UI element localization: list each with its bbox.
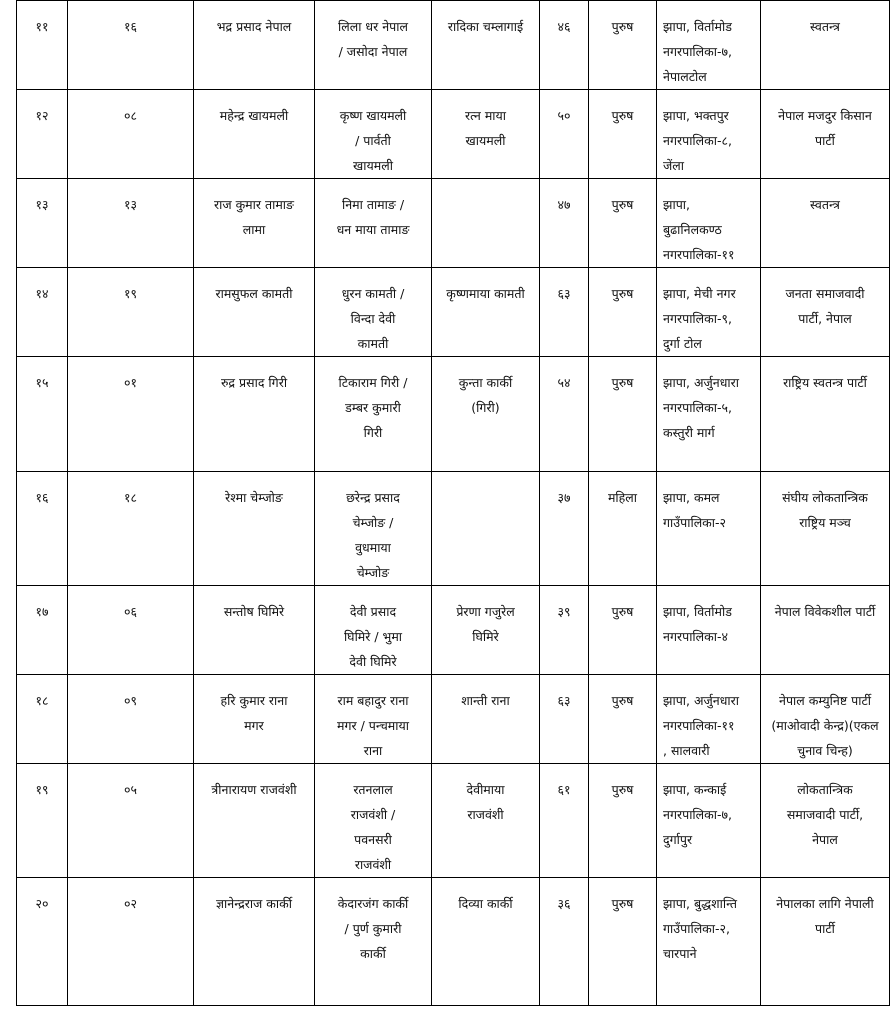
party-cell [761,764,890,878]
cell-line: राजवंशी / [350,807,396,822]
cell-line: राम बहादुर राना [337,693,409,708]
party-cell [761,90,890,179]
party-cell [761,472,890,586]
age-cell: ४७ [540,179,589,268]
party-cell [761,357,890,472]
address-cell [657,179,761,268]
serial-number-cell: २० [17,878,68,1006]
candidate-name-cell [194,357,315,472]
serial-number-cell: १४ [17,268,68,357]
parents-name-cell [315,764,432,878]
serial-number-cell: १५ [17,357,68,472]
cell-line: पार्टी, नेपाल [798,311,852,326]
cell-line: जेंला [663,158,684,173]
spouse-name-cell [432,268,540,357]
cell-line: बुढानिलकण्ठ [663,222,722,237]
cell-line: नगरपालिका-४ [663,629,728,644]
cell-line: झापा, विर्तामोड [663,604,732,619]
cell-line: राष्ट्रिय मञ्च [799,515,851,530]
cell-line: राना [363,743,383,758]
cell-line: चेम्जोङ [356,565,390,580]
age-cell: ४६ [540,1,589,90]
cell-line: वुधमाया [355,540,391,555]
address-cell [657,586,761,675]
cell-line: / जसोदा नेपाल [338,44,408,59]
gender-cell: पुरुष [589,675,657,764]
candidate-code-cell: १९ [68,268,194,357]
cell-line: खायमली [465,133,506,148]
age-cell: ५४ [540,357,589,472]
cell-line: पार्टी [815,921,835,936]
cell-line: प्रेरणा गजुरेल [456,604,515,619]
cell-line: विन्दा देवी [350,311,396,326]
gender-cell: पुरुष [589,268,657,357]
cell-line: संघीय लोकतान्त्रिक [782,490,868,505]
cell-line: देवी प्रसाद [349,604,397,619]
cell-line: लिला धर नेपाल [338,19,408,34]
cell-line: टिकाराम गिरी / [338,375,408,390]
cell-line: जनता समाजवादी [785,286,865,301]
table-row [17,675,890,764]
cell-line: झापा, [663,197,690,212]
cell-line: रत्न माया [464,108,507,123]
cell-line: कार्की [360,946,386,961]
candidate-code-cell: ०५ [68,764,194,878]
cell-line: निमा तामाङ / [341,197,405,212]
cell-line: कामती [357,336,389,351]
cell-line: स्वतन्त्र [810,197,840,212]
cell-line: राज कुमार तामाङ [213,197,295,212]
spouse-name-cell [432,586,540,675]
table-row [17,179,890,268]
cell-line: छरेन्द्र प्रसाद [346,490,400,505]
candidate-code-cell: १३ [68,179,194,268]
parents-name-cell [315,1,432,90]
cell-line: चुनाव चिन्ह) [797,743,853,758]
candidate-name-cell [194,472,315,586]
parents-name-cell [315,90,432,179]
candidate-code-cell: ०६ [68,586,194,675]
cell-line: केदारजंग कार्की [337,896,409,911]
cell-line: चेम्जोङ / [352,515,394,530]
cell-line: नगरपालिका-११ [663,718,735,733]
cell-line: / पार्वती [355,133,391,148]
cell-line: / पुर्ण कुमारी [344,921,402,936]
cell-line: घिमिरे / भुमा [343,629,403,644]
cell-line: नगरपालिका-९, [663,311,732,326]
cell-line: लोकतान्त्रिक [797,782,853,797]
candidate-name-cell [194,586,315,675]
gender-cell: पुरुष [589,179,657,268]
gender-cell: महिला [589,472,657,586]
cell-line: त्रीनारायण राजवंशी [211,782,297,797]
cell-line: रादिका चम्लागाई [447,19,524,34]
parents-name-cell [315,179,432,268]
cell-line: नेपालका लागि नेपाली [776,896,874,911]
address-cell [657,357,761,472]
candidate-table [16,0,890,1006]
cell-line: खायमली [353,158,393,173]
cell-line: मगर [244,718,264,733]
table-row [17,268,890,357]
cell-line: महेन्द्र खायमली [219,108,289,123]
candidate-code-cell: ०९ [68,675,194,764]
cell-line: झापा, बुद्धशान्ति [663,896,738,911]
candidate-name-cell [194,878,315,1006]
cell-line: नगरपालिका-८, [663,133,732,148]
serial-number-cell: ११ [17,1,68,90]
cell-line: धुरन कामती / [341,286,405,301]
spouse-name-cell [432,179,540,268]
candidate-code-cell: १८ [68,472,194,586]
serial-number-cell: १९ [17,764,68,878]
cell-line: झापा, कन्काई [663,782,727,797]
spouse-name-cell [432,878,540,1006]
party-cell [761,586,890,675]
candidate-name-cell [194,675,315,764]
cell-line: मगर / पन्चमाया [337,718,409,733]
cell-line: दिव्या कार्की [458,896,513,911]
cell-line: गाउँपालिका-२ [663,515,727,530]
parents-name-cell [315,878,432,1006]
cell-line: नेपालटोल [663,69,707,84]
cell-line: राष्ट्रिय स्वतन्त्र पार्टी [783,375,867,390]
cell-line: देवी घिमिरे [349,654,397,669]
cell-line: नेपाल कम्युनिष्ट पार्टी [779,693,871,708]
cell-line: झापा, अर्जुनधारा [663,375,740,390]
cell-line: नगरपालिका-७, [663,807,732,822]
cell-line: राजवंशी [354,857,392,872]
gender-cell: पुरुष [589,878,657,1006]
candidate-code-cell: ०२ [68,878,194,1006]
cell-line: झापा, अर्जुनधारा [663,693,740,708]
cell-line: चारपाने [663,946,697,961]
cell-line: डम्बर कुमारी [345,400,401,415]
parents-name-cell [315,586,432,675]
cell-line: कृष्ण खायमली [339,108,407,123]
cell-line: राजवंशी [467,807,504,822]
cell-line: ज्ञानेन्द्रराज कार्की [216,896,292,911]
parents-name-cell [315,268,432,357]
table-row [17,90,890,179]
table-row [17,878,890,1006]
cell-line: पवनसरी [354,832,392,847]
gender-cell: पुरुष [589,586,657,675]
cell-line: स्वतन्त्र [810,19,840,34]
spouse-name-cell [432,472,540,586]
cell-line: शान्ती राना [461,693,510,708]
cell-line: , सालवारी [663,743,710,758]
serial-number-cell: १३ [17,179,68,268]
cell-line: नगरपालिका-११ [663,247,735,262]
party-cell [761,179,890,268]
cell-line: देवीमाया [466,782,505,797]
cell-line: लामा [242,222,266,237]
party-cell [761,1,890,90]
age-cell: ५० [540,90,589,179]
table-row [17,472,890,586]
table-row [17,357,890,472]
cell-line: पार्टी [815,133,835,148]
cell-line: झापा, विर्तामोड [663,19,732,34]
candidate-name-cell [194,90,315,179]
candidate-name-cell [194,179,315,268]
cell-line: गिरी [363,425,383,440]
cell-line: (माओवादी केन्द्र)(एकल [771,718,879,733]
party-cell [761,878,890,1006]
cell-line: झापा, कमल [663,490,720,505]
address-cell [657,472,761,586]
candidate-code-cell: ०८ [68,90,194,179]
candidate-code-cell: १६ [68,1,194,90]
candidate-name-cell [194,764,315,878]
cell-line: कृष्णमाया कामती [446,286,525,301]
cell-line: रामसुफल कामती [215,286,293,301]
gender-cell: पुरुष [589,357,657,472]
gender-cell: पुरुष [589,764,657,878]
cell-line: रुद्र प्रसाद गिरी [220,375,288,390]
gender-cell: पुरुष [589,1,657,90]
cell-line: झापा, मेची नगर [663,286,736,301]
cell-line: कुन्ता कार्की [458,375,513,390]
parents-name-cell [315,472,432,586]
address-cell [657,1,761,90]
spouse-name-cell [432,90,540,179]
cell-line: घिमिरे [472,629,499,644]
table-row [17,764,890,878]
cell-line: समाजवादी पार्टी, [786,807,864,822]
address-cell [657,878,761,1006]
serial-number-cell: १२ [17,90,68,179]
age-cell: ३६ [540,878,589,1006]
age-cell: ६१ [540,764,589,878]
table-row [17,1,890,90]
party-cell [761,268,890,357]
cell-line: रेश्मा चेम्जोङ [225,490,283,505]
candidate-code-cell: ०१ [68,357,194,472]
address-cell [657,675,761,764]
cell-line: नेपाल [812,832,838,847]
serial-number-cell: १६ [17,472,68,586]
cell-line: रतनलाल [353,782,393,797]
party-cell [761,675,890,764]
cell-line: झापा, भक्तपुर [663,108,729,123]
spouse-name-cell [432,764,540,878]
address-cell [657,764,761,878]
cell-line: कस्तुरी मार्ग [663,425,715,440]
parents-name-cell [315,675,432,764]
cell-line: भद्र प्रसाद नेपाल [216,19,292,34]
spouse-name-cell [432,357,540,472]
cell-line: सन्तोष घिमिरे [223,604,285,619]
spouse-name-cell [432,1,540,90]
cell-line: नेपाल विवेकशील पार्टी [774,604,876,619]
cell-line: नेपाल मजदुर किसान [778,108,872,123]
cell-line: गाउँपालिका-२, [663,921,730,936]
age-cell: ६३ [540,268,589,357]
age-cell: ३९ [540,586,589,675]
candidate-name-cell [194,268,315,357]
cell-line: नगरपालिका-५, [663,400,732,415]
cell-line: हरि कुमार राना [220,693,288,708]
cell-line: दुर्गापुर [663,832,693,847]
parents-name-cell [315,357,432,472]
candidate-name-cell [194,1,315,90]
cell-line: (गिरी) [471,400,500,415]
address-cell [657,90,761,179]
serial-number-cell: १८ [17,675,68,764]
gender-cell: पुरुष [589,90,657,179]
cell-line: धन माया तामाङ [336,222,410,237]
serial-number-cell: १७ [17,586,68,675]
address-cell [657,268,761,357]
table-row [17,586,890,675]
cell-line: नगरपालिका-७, [663,44,732,59]
cell-line: दुर्गा टोल [663,336,702,351]
spouse-name-cell [432,675,540,764]
age-cell: ३७ [540,472,589,586]
age-cell: ६३ [540,675,589,764]
